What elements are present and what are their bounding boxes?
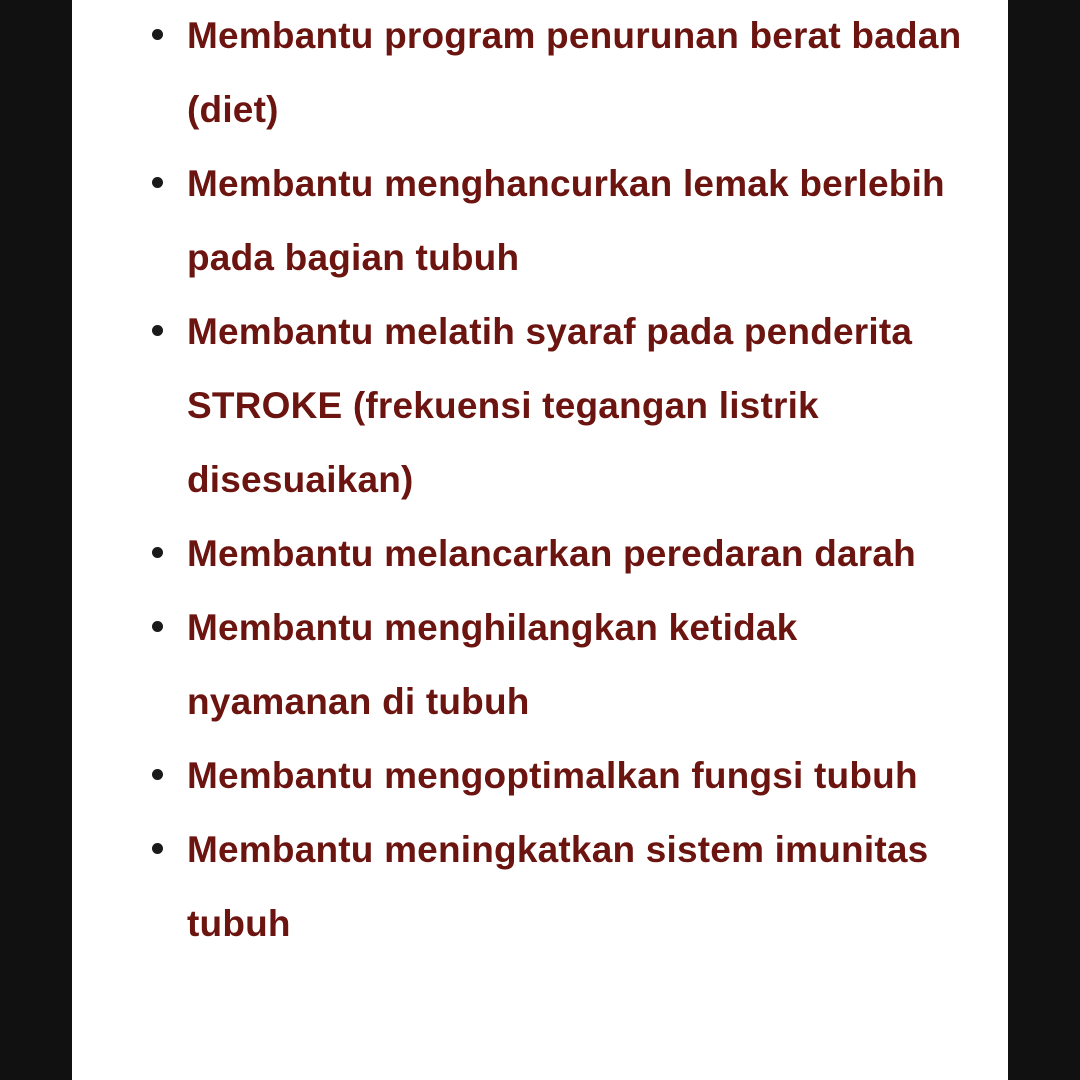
bullet-dot-icon: [152, 325, 163, 336]
list-item: [187, 295, 977, 517]
list-item-text: Membantu melancarkan peredaran darah: [187, 533, 916, 574]
list-item: [187, 739, 977, 813]
list-item-text: Membantu menghilangkan ketidak nyamanan di tubuh: [187, 607, 798, 722]
bullet-dot-icon: [152, 547, 163, 558]
benefit-list: [187, 0, 977, 961]
list-item-text: Membantu meningkatkan sistem imunitas tubuh: [187, 829, 929, 944]
bullet-dot-icon: [152, 769, 163, 780]
list-item-text: Membantu menghancurkan lemak berlebih pada bagian tubuh: [187, 163, 945, 278]
list-item: [187, 591, 977, 739]
bullet-dot-icon: [152, 621, 163, 632]
content-panel: [72, 0, 1008, 1080]
bullet-dot-icon: [152, 177, 163, 188]
list-item: [187, 813, 977, 961]
list-item: [187, 0, 977, 147]
list-item: [187, 147, 977, 295]
list-item-text: Membantu program penurunan berat badan (diet): [187, 15, 962, 130]
list-item-text: Membantu mengoptimalkan fungsi tubuh: [187, 755, 918, 796]
bullet-dot-icon: [152, 843, 163, 854]
list-item-text: Membantu melatih syaraf pada penderita STROKE (frekuensi tegangan listrik disesuaikan): [187, 311, 913, 500]
list-item: [187, 517, 977, 591]
bullet-dot-icon: [152, 29, 163, 40]
